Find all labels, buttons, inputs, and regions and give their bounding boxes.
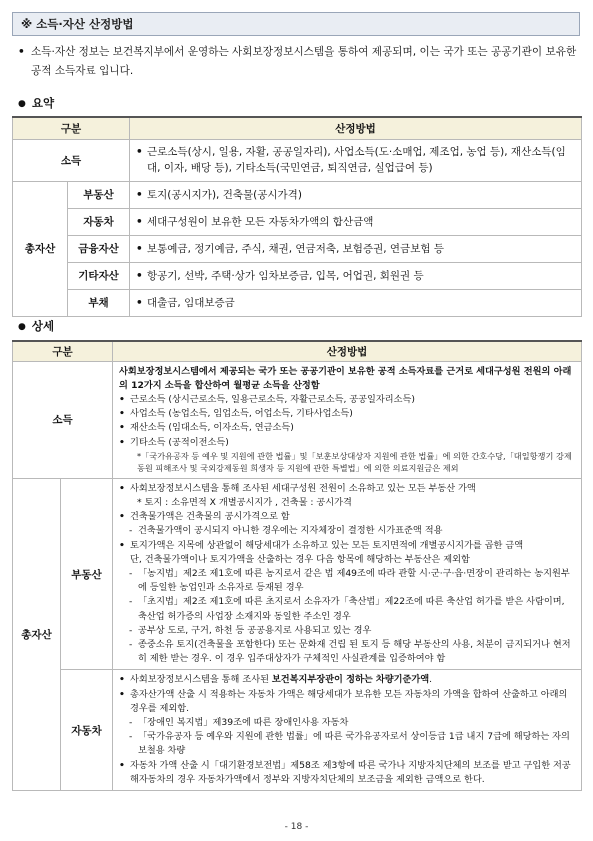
- realestate-line: 「초지법」제2조 제1호에 따른 초지로서 소유자가「축산법」제22조에 따른 축산업 허가를 받은 사람이며, 축산업 허가증의 사업장 소재지와 동일한 주소인 경우: [138, 596, 565, 622]
- section-title: ※ 소득·자산 산정방법: [12, 12, 580, 36]
- car-line-part: 사회보장정보시스템을 통해 조사된: [130, 674, 272, 686]
- summary-asset-text-1: 세대구성원이 보유한 모든 자동차가액의 합산금액: [147, 215, 374, 228]
- summary-asset-text-4: 대출금, 임대보증금: [147, 296, 235, 309]
- detail-income-cell: 사회보장정보시스템에서 제공되는 국가 또는 공공기관이 보유한 공적 소득자료를 근거로 세대구성원 전원의 아래의 12가지 소득을 합산하여 월평균 소득을 산정함 • 근로소득 (상시근로소득, 일용근로소득, 자활근로소득, 공공일자리소득) • 사업소득 (농업소득, 임업소득, 어업소득, 기타사업소득) • 재산소득 (임대소득, 이자소득, 연금소득) • 기타소득 (공적이전소득) *「국가유공자 등 예우 및 지원에 관한 법률」및「보훈보상대상자 지원에 관한 법률」에 의한 간호수당,「대일항쟁기 강제동원 피해조사 및 국외강제동원 희생자 등 지원에 관한 특별법」에 의한 의료지원금은 제외: [113, 361, 582, 478]
- realestate-line: 건축물가액은 건축물의 공시가격으로 함: [130, 511, 290, 523]
- detail-realestate-cell: • 사회보장정보시스템을 통해 조사된 세대구성원 전원이 소유하고 있는 모든 부동산 가액 * 토지 : 소유면적 X 개별공시지가 , 건축물 : 공시가격 • 건축물가액은 건축물의 공시가격으로 함 - 건축물가액이 공시되지 아니한 경우에는 지자체장이 결정한 시가표준액 적용 • 토지가액은 지목에 상관없이 해당세대가 소유하고 있는 모든 토지면적에 개별공시지가를 곱한 금액 단, 건축물가액이나 토지가액을 산출하는 경우 다음 항목에 해당하는 부동산은 제외함 - 「농지법」제2조 제1호에 따른 농지로서 같은 법 제49조에 따라 관할 시·군·구·읍·면장이 관리하는 농지원부에 등일한 농업인과 소유자로 등재된 경우 - 「초지법」제2조 제1호에 따른 초지로서 소유자가「축산법」제22조에 따른 축산업 허가를 받은 사람이며, 축산업 허가증의 사업장 소재지와 동일한 주소인 경우 - 공부상 도로, 구거, 하천 등 공공용지로 사용되고 있는 경우 - 종중소유 토지(건축물을 포함한다) 또는 문화재 건립 된 토지 등 해당 부동산의 사용, 처분이 금지되거나 현저히 제한 받는 경우. 이 경우 입주대상자가 구체적인 사실관계를 입증하여야 함: [113, 478, 582, 670]
- detail-heading-text: 상세: [31, 319, 55, 333]
- summary-asset-text-0: 토지(공시지가), 건축물(공시가격): [147, 188, 302, 201]
- car-standard-value: 보건복지부장관이 정하는 차량기준가액: [271, 674, 430, 686]
- realestate-line: * 토지 : 소유면적 X 개별공시지가 , 건축물 : 공시가격: [137, 496, 352, 508]
- summary-asset-label-4: 부채: [68, 289, 130, 316]
- summary-asset-label-2: 금융자산: [68, 235, 130, 262]
- car-line: [130, 673, 575, 687]
- detail-realestate-label: 부동산: [61, 478, 113, 670]
- summary-asset-text-3: 항공기, 선박, 주택·상가 임차보증금, 입목, 어업권, 회원권 등: [147, 269, 424, 282]
- intro-text: 소득·자산 정보는 보건복지부에서 운영하는 사회보장정보시스템을 통하여 제공되며, 이는 국가 또는 공공기관이 보유한 공적 소득자료 입니다.: [31, 46, 577, 77]
- summary-header-category: 구분: [13, 117, 130, 139]
- detail-income-item: 사업소득 (농업소득, 임업소득, 어업소득, 기타사업소득): [130, 408, 353, 420]
- detail-asset-label: 총자산: [13, 478, 61, 790]
- bullet: ●: [18, 99, 26, 109]
- detail-income-item: 기타소득 (공적이전소득): [130, 436, 229, 448]
- detail-header-method: 산정방법: [113, 341, 582, 361]
- realestate-line: 「농지법」제2조 제1호에 따른 농지로서 같은 법 제49조에 따라 관할 시·군·구·읍·면장이 관리하는 농지원부에 등일한 농업인과 소유자로 등재된 경우: [138, 567, 570, 594]
- detail-heading: [18, 318, 54, 334]
- page-number: - 18 -: [284, 822, 309, 832]
- summary-asset-label-0: 부동산: [68, 181, 130, 208]
- detail-income-item: 재산소득 (임대소득, 이자소득, 연금소득): [130, 422, 294, 434]
- car-line: 「장애인 복지법」제39조에 따른 장애인사용 자동차: [138, 716, 349, 728]
- summary-heading-text: 요약: [31, 96, 55, 110]
- detail-income-label: 소득: [13, 361, 113, 478]
- detail-car-label: 자동차: [61, 670, 113, 791]
- summary-asset-label: 총자산: [13, 181, 68, 316]
- realestate-line: 공부상 도로, 구거, 하천 등 공공용지로 사용되고 있는 경우: [138, 624, 372, 636]
- car-line: 자동차 가액 산출 시「대기환경보전법」제58조 제3항에 따른 국가나 지방자치단체의 보조를 받고 구입한 저공해자동차의 경우 자동차가액에서 정부와 지방자치단체의 보조금을 제외한 금액으로 한다.: [130, 759, 571, 785]
- summary-heading: [18, 95, 54, 111]
- bullet: •: [18, 46, 25, 58]
- detail-table: [12, 340, 582, 791]
- realestate-line: 건축물가액이 공시되지 아니한 경우에는 지자체장이 결정한 시가표준액 적용: [138, 525, 443, 537]
- detail-header-category: 구분: [13, 341, 113, 361]
- summary-asset-text-2: 보통예금, 정기예금, 주식, 채권, 연금저축, 보험증권, 연금보험 등: [147, 242, 444, 255]
- realestate-line: 토지가액은 지목에 상관없이 해당세대가 소유하고 있는 모든 토지면적에 개별공시지가를 곱한 금액: [130, 539, 524, 551]
- intro-paragraph: [18, 43, 578, 81]
- realestate-line: 종중소유 토지(건축물을 포함한다) 또는 문화재 건립 된 토지 등 해당 부동산의 사용, 처분이 금지되거나 현저히 제한 받는 경우. 이 경우 입주대상자가 구체적인 사실관계를 입증하여야 함: [138, 638, 571, 665]
- summary-asset-label-3: 기타자산: [68, 262, 130, 289]
- car-line: 총자산가액 산출 시 적용하는 자동차 가액은 해당세대가 보유한 모든 자동차의 가액을 합하여 산출하고 아래의 경우를 제외함.: [130, 688, 568, 714]
- detail-income-item: 근로소득 (상시근로소득, 일용근로소득, 자활근로소득, 공공일자리소득): [130, 393, 415, 405]
- car-line-part: .: [429, 674, 433, 686]
- bullet: ●: [18, 322, 26, 332]
- detail-income-intro: 사회보장정보시스템에서 제공되는 국가 또는 공공기관이 보유한 공적 소득자료를 근거로 세대구성원 전원의 아래의 12가지 소득을 합산하여 월평균 소득을 산정함: [119, 365, 572, 391]
- detail-car-cell: • 사회보장정보시스템을 통해 조사된 보건복지부장관이 정하는 차량기준가액. • 총자산가액 산출 시 적용하는 자동차 가액은 해당세대가 보유한 모든 자동차의 가액을 합하여 산출하고 아래의 경우를 제외함. - 「장애인 복지법」제39조에 따른 장애인사용 자동차 - 「국가유공자 등 예우와 지원에 관한 법률」에 따른 국가유공자로서 상이등급 1급 내지 7급에 해당하는 자의 보철용 차량 • 자동차 가액 산출 시「대기환경보전법」제58조 제3항에 따른 국가나 지방자치단체의 보조를 받고 구입한 저공해자동차의 경우 자동차가액에서 정부와 지방자치단체의 보조금을 제외한 금액으로 한다.: [113, 670, 582, 791]
- summary-asset-label-1: 자동차: [68, 208, 130, 235]
- realestate-line: 사회보장정보시스템을 통해 조사된 세대구성원 전원이 소유하고 있는 모든 부동산 가액: [130, 482, 476, 494]
- realestate-line: 단, 건축물가액이나 토지가액을 산출하는 경우 다음 항목에 해당하는 부동산은 제외함: [130, 553, 470, 565]
- summary-income-label: 소득: [13, 139, 130, 181]
- detail-income-note: *「국가유공자 등 예우 및 지원에 관한 법률」및「보훈보상대상자 지원에 관한 법률」에 의한 간호수당,「대일항쟁기 강제동원 피해조사 및 국외강제동원 희생자 등 지원에 관한 특별법」에 의한 의료지원금은 제외: [137, 450, 572, 474]
- summary-header-method: 산정방법: [130, 117, 582, 139]
- summary-table: 구분 산정방법 소득 • 근로소득(상시, 일용, 자활, 공공일자리), 사업소득(도·소매업, 제조업, 농업 등), 재산소득(임대, 이자, 배당 등), 기타소득(국민연금, 퇴직연금, 실업급여 등) 총자산 부동산 • 토지(공시지가), 건축물(공시가격) 자동차 • 세대구성원이 보유한 모든 자동차가액의 합산금액 금융자산 • 보통예금, 정기예금, 주식, 채권, 연금저축, 보험증권, 연금보험 등 기타자산 • 항공기, 선박, 주택·상가 임차보증금, 입목, 어업권, 회원권 등 부채 • 대출금, 임대보증금: [12, 116, 582, 317]
- summary-income-text: 근로소득(상시, 일용, 자활, 공공일자리), 사업소득(도·소매업, 제조업, 농업 등), 재산소득(임대, 이자, 배당 등), 기타소득(국민연금, 퇴직연금, 실업급여 등): [147, 146, 566, 174]
- car-line: 「국가유공자 등 예우와 지원에 관한 법률」에 따른 국가유공자로서 상이등급 1급 내지 7급에 해당하는 자의 보철용 차량: [138, 731, 570, 757]
